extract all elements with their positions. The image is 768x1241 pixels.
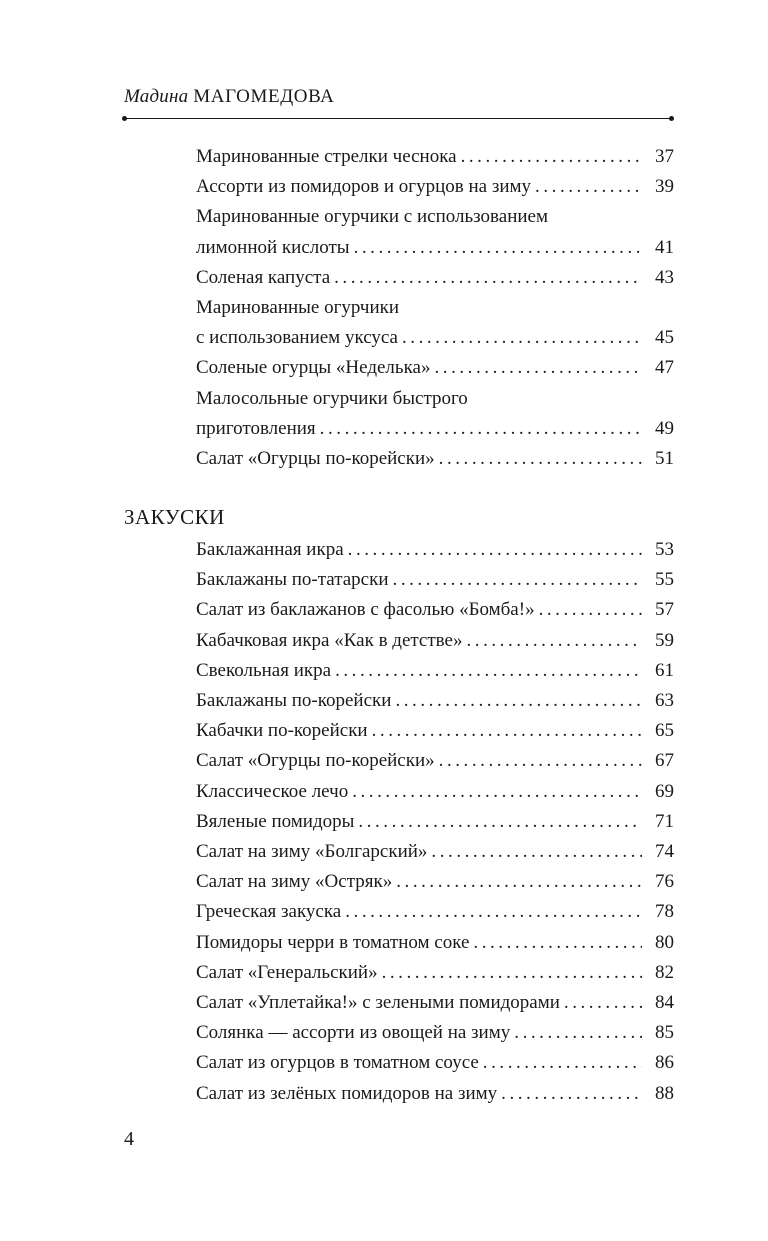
toc-line — [196, 565, 674, 595]
toc-line — [196, 686, 674, 716]
toc-title: с использованием уксуса — [196, 327, 398, 349]
dot-leader — [431, 837, 642, 867]
toc-line — [196, 988, 674, 1018]
toc-title: Классическое лечо — [196, 780, 349, 802]
toc-line — [196, 928, 674, 958]
toc-title: Кабачковая икра «Как в детстве» — [196, 629, 463, 651]
toc-page-number: 63 — [655, 690, 674, 712]
toc-line — [196, 293, 674, 323]
toc-entry — [196, 746, 674, 776]
page-number: 4 — [124, 1128, 134, 1150]
toc-title: Свекольная икра — [196, 659, 332, 681]
toc-title: Греческая закуска — [196, 901, 342, 923]
author-last-name: МАГОМЕДОВА — [193, 86, 335, 107]
toc-line — [196, 142, 674, 172]
toc-line — [196, 414, 674, 444]
toc-entry — [196, 384, 674, 444]
toc-page-number: 59 — [655, 629, 674, 651]
toc-page-number: 82 — [655, 961, 674, 983]
toc-entry — [196, 716, 674, 746]
toc-entry — [196, 1018, 674, 1048]
toc-title: Ассорти из помидоров и огурцов на зиму — [196, 176, 532, 198]
toc-title: Маринованные стрелки чеснока — [196, 146, 457, 167]
toc-line — [196, 626, 674, 656]
dot-leader — [393, 565, 642, 595]
dot-leader — [352, 777, 642, 807]
dot-leader — [564, 988, 642, 1018]
dot-leader — [320, 414, 642, 444]
toc-line — [196, 263, 674, 293]
toc-title: Соленая капуста — [196, 266, 331, 288]
toc-line — [196, 1048, 674, 1078]
toc-line — [196, 837, 674, 867]
dot-leader — [345, 897, 642, 927]
toc-entry — [196, 353, 674, 383]
toc-page-number: 45 — [655, 327, 674, 349]
toc-title: Салат на зиму «Остряк» — [196, 871, 393, 893]
toc-list-preserves — [196, 142, 674, 474]
toc-page-number: 76 — [655, 871, 674, 893]
toc-page-number: 37 — [655, 146, 674, 167]
toc-entry — [196, 626, 674, 656]
dot-leader — [514, 1018, 642, 1048]
toc-page-number: 47 — [655, 357, 674, 379]
toc-title: Маринованные огурчики — [196, 297, 400, 319]
toc-list-zakuski — [196, 535, 674, 1109]
toc-entry — [196, 142, 674, 172]
toc-line — [196, 867, 674, 897]
section-heading: ЗАКУСКИ — [124, 505, 225, 529]
dot-leader — [439, 444, 642, 474]
toc-line — [196, 656, 674, 686]
author-first-name: Мадина — [124, 86, 189, 107]
toc-title: Салат из зелёных помидоров на зиму — [196, 1082, 498, 1104]
toc-line — [196, 444, 674, 474]
toc-entry — [196, 263, 674, 293]
toc-entry — [196, 897, 674, 927]
toc-page-number: 49 — [655, 417, 674, 439]
toc-line — [196, 746, 674, 776]
toc-line — [196, 595, 674, 625]
toc-page-number: 43 — [655, 266, 674, 288]
toc-line — [196, 202, 674, 232]
toc-title: Салат «Генеральский» — [196, 961, 378, 983]
dot-leader — [358, 807, 642, 837]
toc-page-number: 78 — [655, 901, 674, 923]
dot-leader — [483, 1048, 642, 1078]
toc-page-number: 39 — [655, 176, 674, 198]
toc-page-number: 55 — [655, 569, 674, 591]
toc-title: Баклажаны по-татарски — [196, 569, 389, 591]
toc-title: приготовления — [196, 417, 316, 439]
toc-title: лимонной кислоты — [196, 236, 350, 258]
toc-entry — [196, 686, 674, 716]
toc-entry — [196, 202, 674, 262]
toc-line — [196, 777, 674, 807]
toc-title: Салат на зиму «Болгарский» — [196, 841, 428, 863]
dot-leader — [402, 323, 642, 353]
toc-page-number: 84 — [655, 992, 674, 1014]
toc-page-number: 67 — [655, 750, 674, 772]
toc-page-number: 41 — [655, 236, 674, 258]
toc-page-number: 71 — [655, 810, 674, 832]
toc-line — [196, 716, 674, 746]
dot-leader — [396, 867, 642, 897]
dot-leader — [335, 656, 642, 686]
toc-entry — [196, 958, 674, 988]
toc-page-number: 74 — [655, 841, 674, 863]
toc-page-number: 69 — [655, 780, 674, 802]
dot-leader — [539, 595, 642, 625]
toc-entry — [196, 595, 674, 625]
toc-line — [196, 172, 674, 202]
toc-title: Салат «Огурцы по-корейски» — [196, 448, 435, 470]
dot-leader — [348, 535, 642, 565]
toc-page-number: 51 — [655, 448, 674, 470]
toc-title: Маринованные огурчики с использованием — [196, 206, 548, 228]
toc-page-number: 53 — [655, 539, 674, 560]
toc-title: Салат «Огурцы по-корейски» — [196, 750, 435, 772]
toc-page-number: 88 — [655, 1082, 674, 1104]
toc-entry — [196, 172, 674, 202]
toc-title: Солянка — ассорти из овощей на зиму — [196, 1022, 511, 1044]
toc-title: Салат из огурцов в томатном соусе — [196, 1052, 479, 1074]
toc-entry — [196, 988, 674, 1018]
toc-title: Вяленые помидоры — [196, 810, 355, 832]
toc-page-number: 85 — [655, 1022, 674, 1044]
toc-line — [196, 535, 674, 565]
dot-leader — [461, 142, 642, 172]
toc-title: Баклажанная икра — [196, 539, 344, 560]
toc-line — [196, 353, 674, 383]
toc-entry — [196, 444, 674, 474]
toc-line — [196, 384, 674, 414]
toc-title: Соленые огурцы «Неделька» — [196, 357, 431, 379]
dot-leader — [535, 172, 642, 202]
dot-leader — [334, 263, 642, 293]
toc-entry — [196, 1048, 674, 1078]
header-rule — [124, 118, 672, 119]
dot-leader — [382, 958, 642, 988]
dot-leader — [439, 746, 642, 776]
toc-entry — [196, 293, 674, 353]
dot-leader — [395, 686, 642, 716]
toc-page-number: 65 — [655, 720, 674, 742]
toc-entry — [196, 807, 674, 837]
toc-entry — [196, 535, 674, 565]
toc-title: Малосольные огурчики быстрого — [196, 387, 468, 409]
dot-leader — [354, 233, 642, 263]
running-head — [124, 86, 334, 108]
toc-line — [196, 233, 674, 263]
toc-line — [196, 807, 674, 837]
toc-line — [196, 897, 674, 927]
toc-entry — [196, 565, 674, 595]
toc-page-number: 86 — [655, 1052, 674, 1074]
toc-entry — [196, 867, 674, 897]
toc-line — [196, 958, 674, 988]
toc-line — [196, 1079, 674, 1109]
toc-page-number: 80 — [655, 931, 674, 953]
toc-entry — [196, 777, 674, 807]
toc-line — [196, 323, 674, 353]
toc-title: Помидоры черри в томатном соке — [196, 931, 470, 953]
toc-entry — [196, 837, 674, 867]
toc-title: Кабачки по-корейски — [196, 720, 368, 742]
dot-leader — [501, 1079, 642, 1109]
toc-title: Салат из баклажанов с фасолью «Бомба!» — [196, 599, 535, 621]
toc-title: Салат «Уплетайка!» с зелеными помидорами — [196, 992, 560, 1014]
toc-title: Баклажаны по-корейски — [196, 690, 392, 712]
toc-entry — [196, 928, 674, 958]
toc-line — [196, 1018, 674, 1048]
toc-entry — [196, 656, 674, 686]
dot-leader — [466, 626, 642, 656]
toc-page-number: 61 — [655, 659, 674, 681]
dot-leader — [372, 716, 642, 746]
dot-leader — [434, 353, 642, 383]
toc-page-number: 57 — [655, 599, 674, 621]
dot-leader — [473, 928, 642, 958]
toc-entry — [196, 1079, 674, 1109]
